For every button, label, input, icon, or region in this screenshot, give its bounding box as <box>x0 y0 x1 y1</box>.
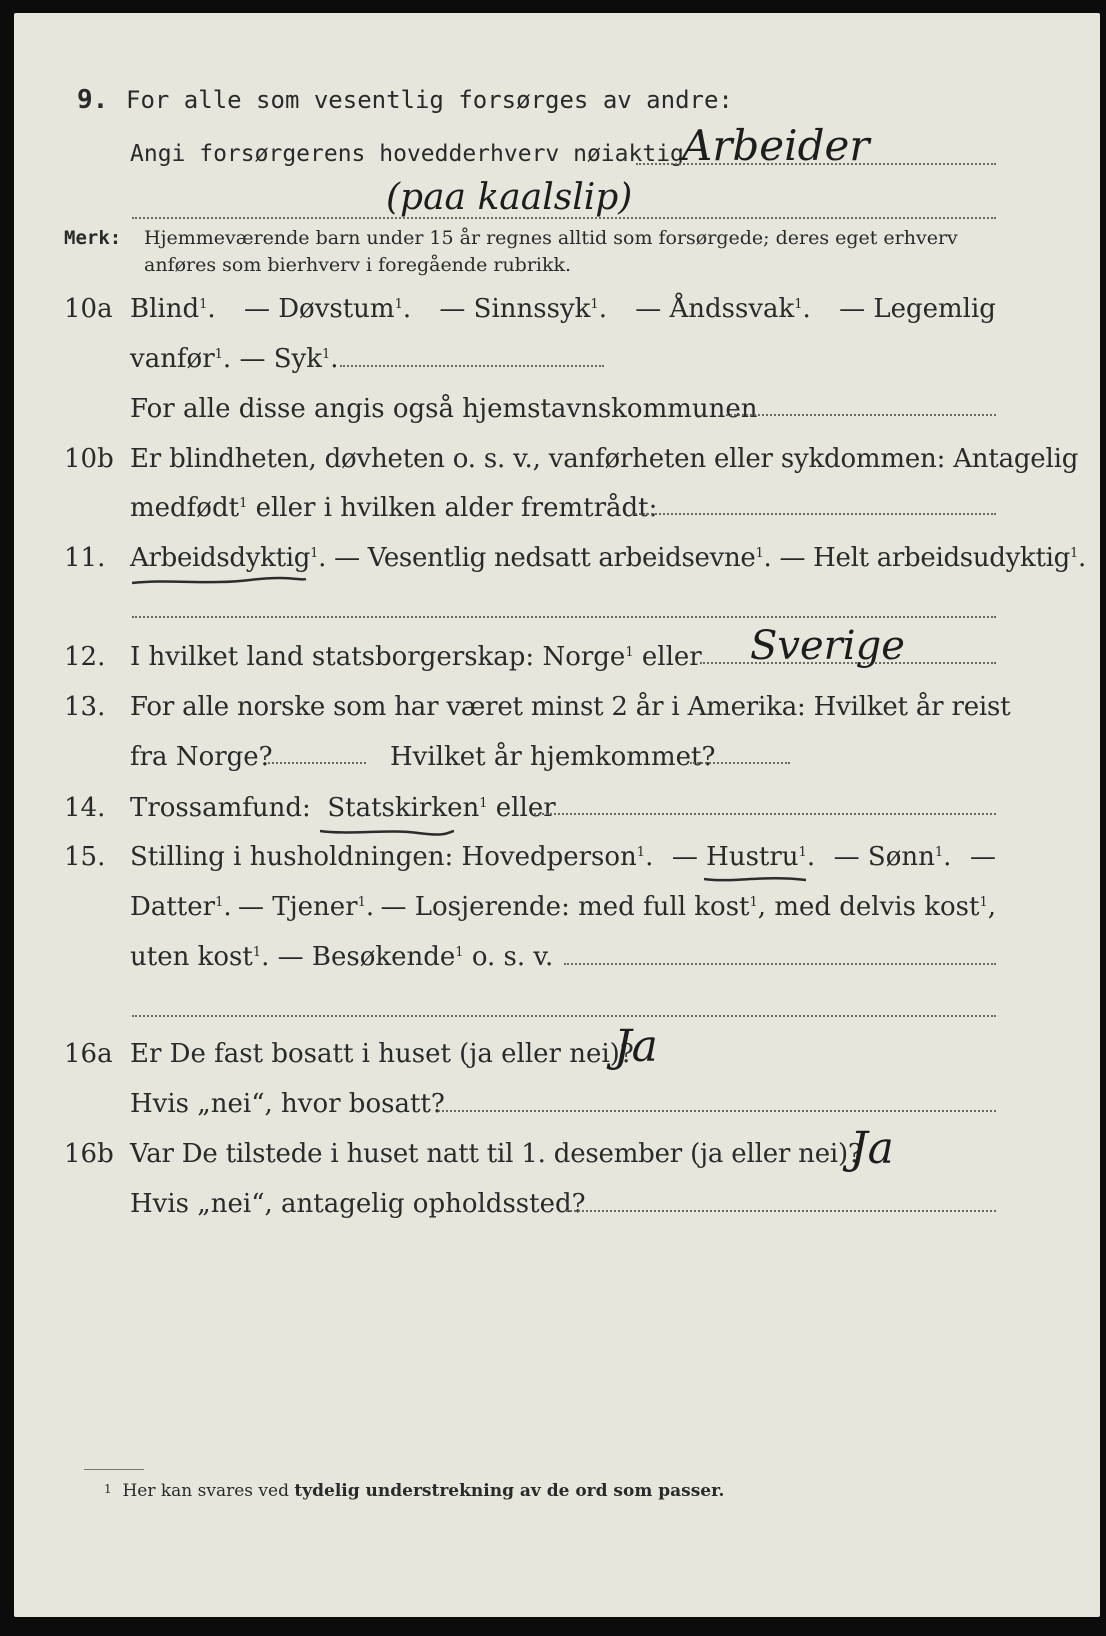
q14-answer-line[interactable] <box>534 813 996 815</box>
underline-hustru <box>702 871 812 887</box>
q10a-line-1 <box>130 294 996 324</box>
option-dovstum: — Døvstum$^1$. <box>243 294 412 324</box>
q13-line-1: For alle norske som har været minst 2 år i Amerika: Hvilket år reist <box>130 692 1011 722</box>
footnote-rule <box>84 1469 144 1470</box>
q16b-number: 16b <box>64 1139 114 1169</box>
option-sinnssyk: — Sinnssyk$^1$. <box>439 294 607 324</box>
q10a-line-2: vanfør$^1$. — Syk$^1$. <box>130 344 339 374</box>
merk-line-1: Hjemmeværende barn under 15 år regnes alltid som forsørgede; deres eget erhverv <box>144 227 958 249</box>
q16a-number: 16a <box>64 1039 113 1069</box>
q16a-handwritten-answer: Ja <box>614 1021 658 1072</box>
q9-handwritten-answer-2: (paa kaalslip) <box>386 177 633 218</box>
underline-statskirken <box>318 823 458 839</box>
q16a-line-1: Er De fast bosatt i huset (ja eller nei)? <box>130 1039 634 1069</box>
q13-line-2a: fra Norge? <box>130 742 273 772</box>
underline-arbeidsdyktig <box>130 573 310 589</box>
q9-number: 9. <box>77 85 109 115</box>
q10a-number: 10a <box>64 294 113 324</box>
q11-answer-line[interactable] <box>132 616 996 618</box>
q13-hjemkommet-line[interactable] <box>690 762 790 764</box>
q16a-line-2: Hvis „nei“, hvor bosatt? <box>130 1089 445 1119</box>
q9-handwritten-answer: Arbeider <box>682 121 870 170</box>
q15-number: 15. <box>64 842 106 872</box>
q14-number: 14. <box>64 793 106 823</box>
q15-answer-line-2[interactable] <box>132 1015 996 1017</box>
q14-line: Trossamfund: Statskirken$^1$ eller <box>130 793 556 823</box>
q16b-answer-line[interactable] <box>566 1210 996 1212</box>
q16b-handwritten-answer: Ja <box>850 1123 894 1174</box>
q11-line: Arbeidsdyktig$^1$. — Vesentlig nedsatt arbeidsevne$^1$. — Helt arbeidsudyktig$^1$. <box>130 543 1086 573</box>
q15-line-2: Datter$^1$. — Tjener$^1$. — Losjerende: med full kost$^1$, med delvis kost$^1$, <box>130 892 996 922</box>
q10b-answer-line[interactable] <box>632 513 996 515</box>
option-statskirken[interactable]: Statskirken$^1$ <box>327 793 488 823</box>
option-blind: Blind$^1$. <box>130 294 216 324</box>
census-form-page <box>14 13 1100 1617</box>
q10a-line-3: For alle disse angis også hjemstavnskommunen <box>130 394 758 424</box>
option-andssvak: — Åndssvak$^1$. <box>635 294 811 324</box>
q10b-number: 10b <box>64 444 114 474</box>
q13-reist-line[interactable] <box>268 762 366 764</box>
q11-number: 11. <box>64 543 106 573</box>
option-hustru[interactable]: — Hustru$^1$. <box>671 842 816 872</box>
q15-answer-line[interactable] <box>564 963 996 965</box>
q16a-answer-line[interactable] <box>438 1110 996 1112</box>
q10a-hjemstavn-line[interactable] <box>726 414 996 416</box>
option-arbeidsdyktig[interactable]: Arbeidsdyktig$^1$. <box>130 543 327 573</box>
option-legemlig: — Legemlig <box>839 294 996 324</box>
q13-line-2b: Hvilket år hjemkommet? <box>390 742 716 772</box>
q15-line-1: Stilling i husholdningen: Hovedperson$^1$. — Hustru$^1$. — Sønn$^1$. — <box>130 842 996 872</box>
q12-handwritten-answer: Sverige <box>750 623 905 669</box>
q12-number: 12. <box>64 642 106 672</box>
merk-label: Merk: <box>64 227 122 249</box>
q13-number: 13. <box>64 692 106 722</box>
q10b-line-2: medfødt$^1$ eller i hvilken alder fremtrådt: <box>130 493 658 523</box>
q10b-line-1: Er blindheten, døvheten o. s. v., vanførheten eller sykdommen: Antagelig <box>130 444 1079 474</box>
q16b-line-1: Var De tilstede i huset natt til 1. desember (ja eller nei)? <box>130 1139 862 1169</box>
footnote: 1 Her kan svares ved tydelig understrekning av de ord som passer. <box>104 1481 725 1501</box>
q12-line: I hvilket land statsborgerskap: Norge$^1$ eller <box>130 642 702 672</box>
merk-line-2: anføres som bierhverv i foregående rubrikk. <box>144 254 572 276</box>
q16b-line-2: Hvis „nei“, antagelig opholdssted? <box>130 1189 586 1219</box>
q9-question: Angi forsørgerens hovedderhverv nøiaktig <box>130 141 684 167</box>
q10a-syk-line[interactable] <box>340 365 604 367</box>
q15-line-3: uten kost$^1$. — Besøkende$^1$ o. s. v. <box>130 942 554 972</box>
q9-heading: For alle som vesentlig forsørges av andre: <box>126 86 733 114</box>
